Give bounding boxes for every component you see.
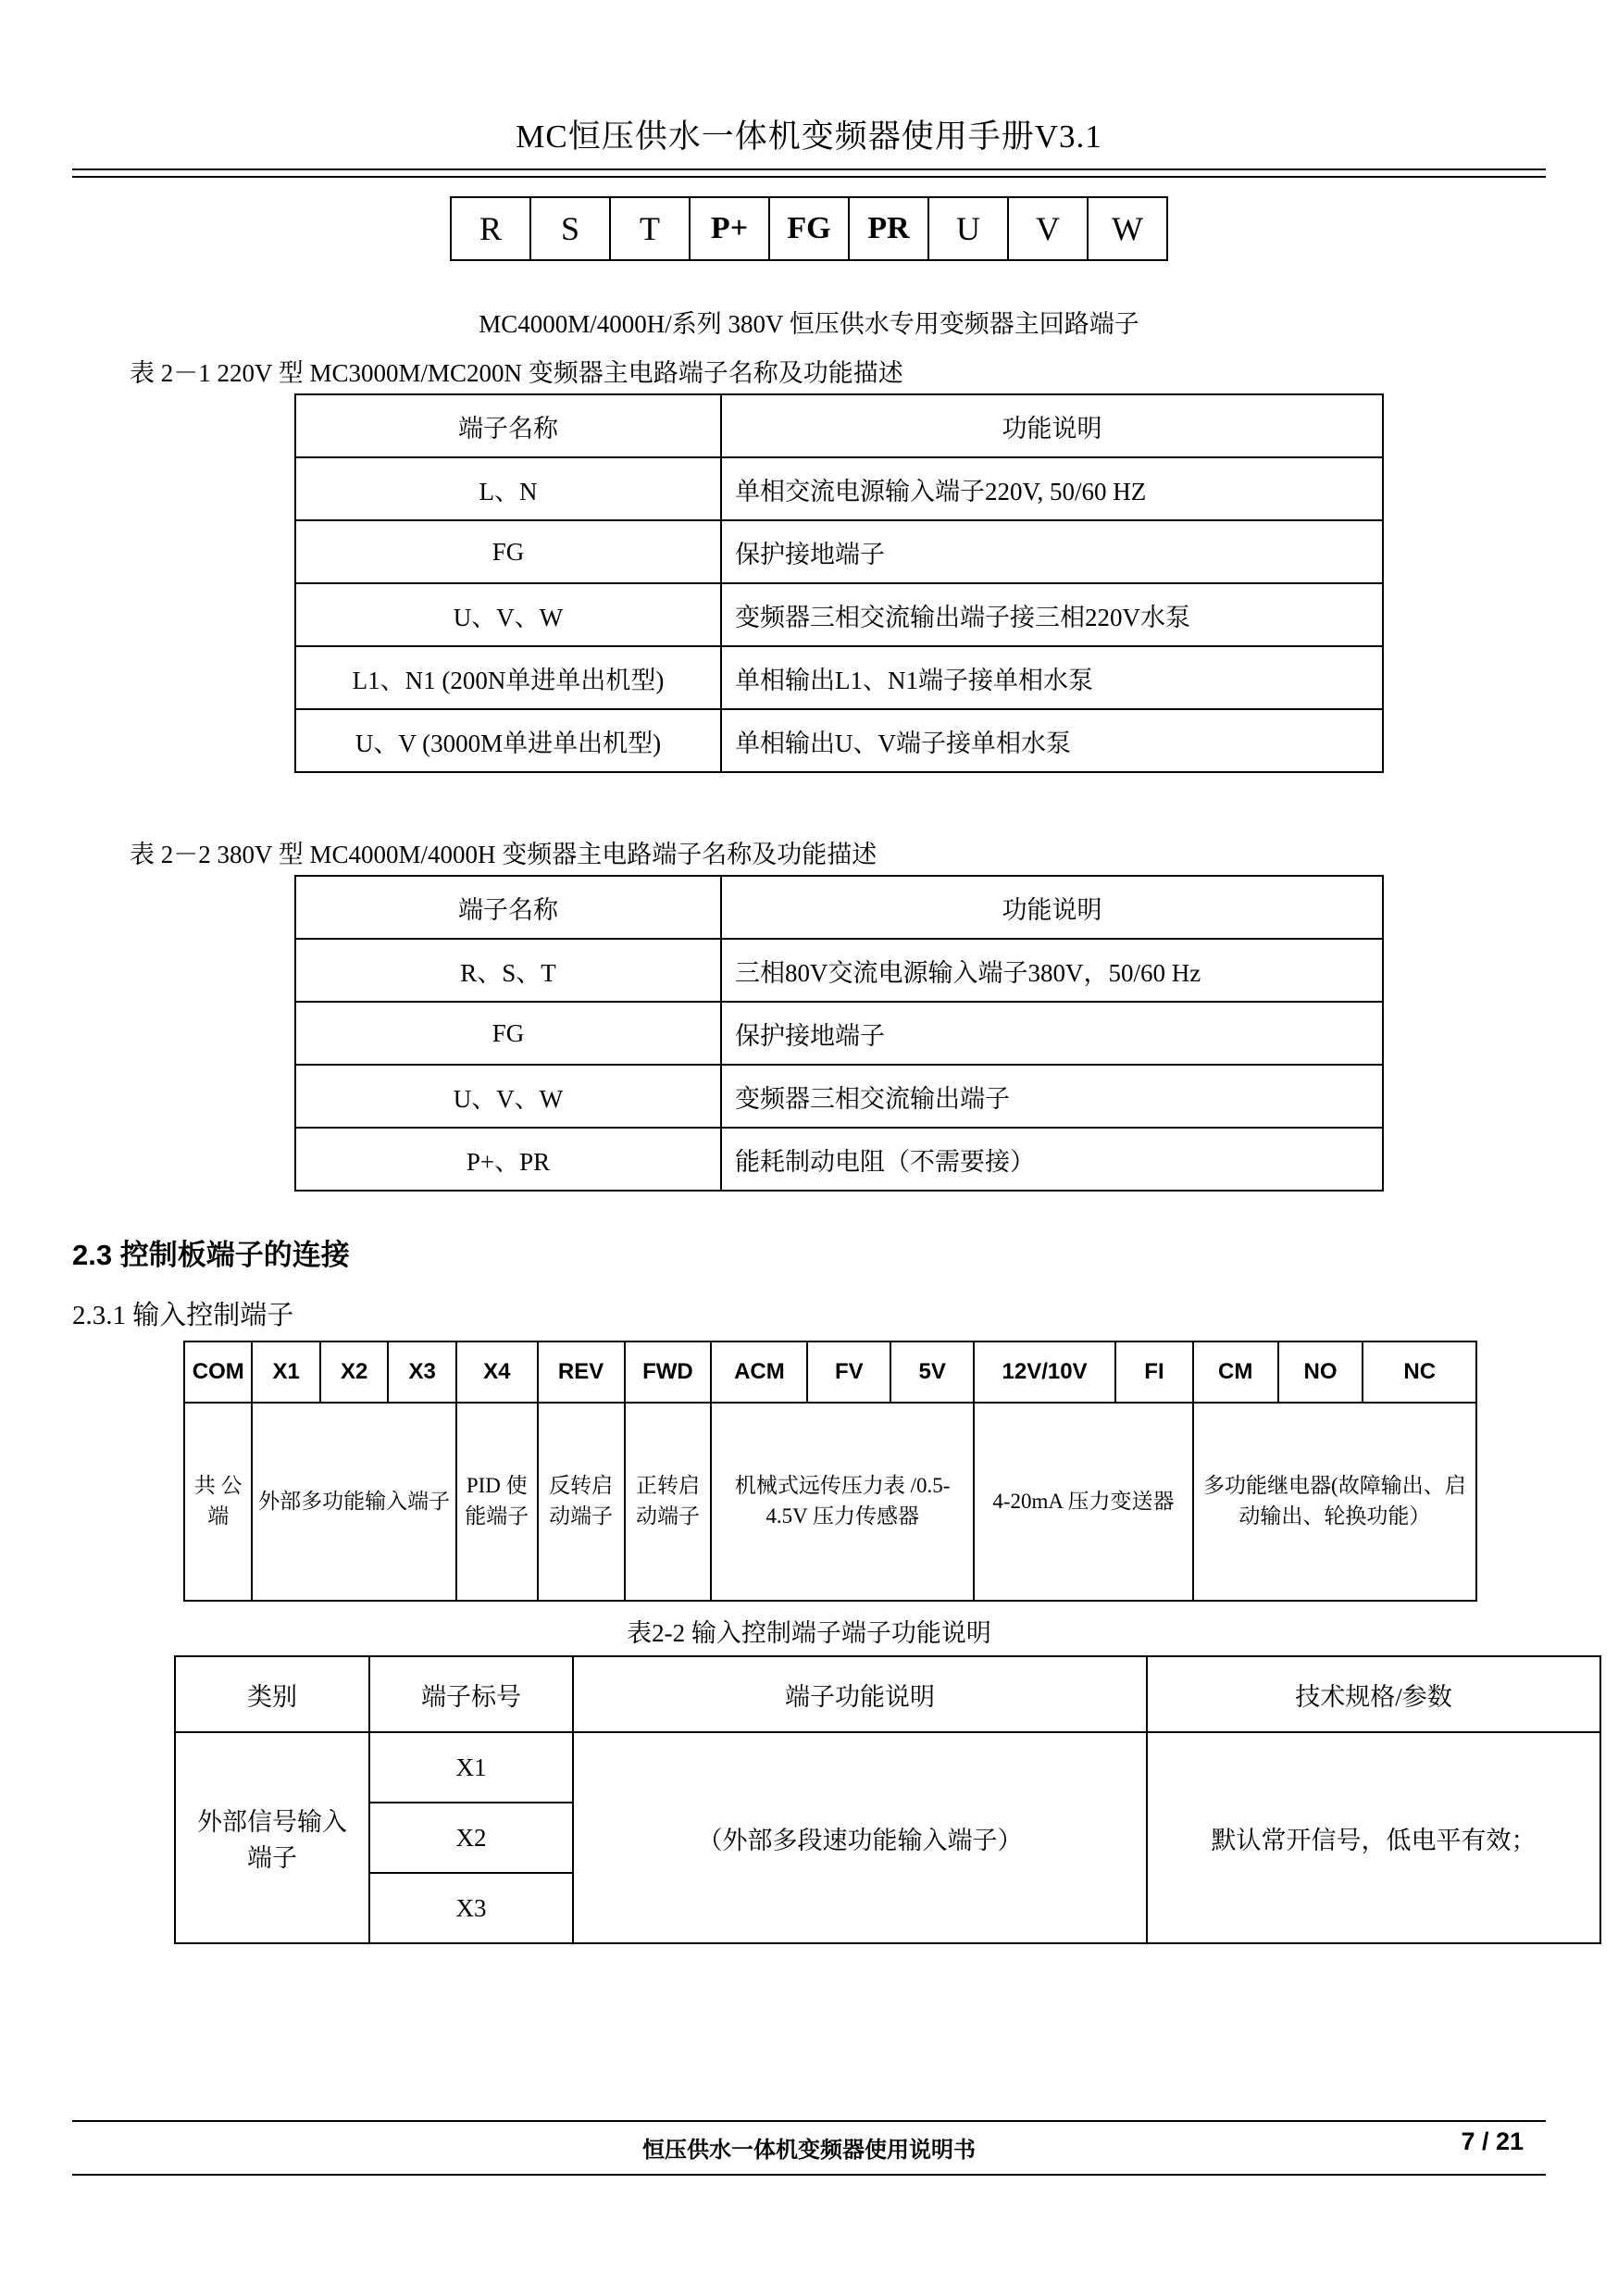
terminal-header-x2: X2 xyxy=(320,1341,388,1403)
strip-cell-v: V xyxy=(1008,197,1088,260)
terminal-header-acm: ACM xyxy=(711,1341,807,1403)
table-2-2-caption: 表 2－2 380V 型 MC4000M/4000H 变频器主电路端子名称及功能描述 xyxy=(130,841,877,868)
col-header-spec: 技术规格/参数 xyxy=(1147,1656,1600,1732)
table-row xyxy=(295,939,1383,1002)
cell-terminal-name: U、V、W xyxy=(295,1065,721,1128)
col-header-function: 功能说明 xyxy=(721,876,1383,939)
terminal-desc-cm-nc: 多功能继电器(故障输出、启动输出、轮换功能） xyxy=(1193,1403,1476,1601)
cell-terminal-name: L、N xyxy=(295,457,721,520)
cell-terminal-mark: X3 xyxy=(369,1873,573,1943)
table-row xyxy=(295,646,1383,709)
terminal-strip-caption: MC4000M/4000H/系列 380V 恒压供水专用变频器主回路端子 xyxy=(479,310,1139,338)
function-description-table xyxy=(174,1655,1601,1944)
table-row xyxy=(295,394,1383,457)
col-header-terminal-function: 端子功能说明 xyxy=(573,1656,1147,1732)
strip-cell-r: R xyxy=(451,197,530,260)
strip-cell-t: T xyxy=(610,197,690,260)
terminal-desc-fwd: 正转启动端子 xyxy=(625,1403,712,1601)
input-terminals-caption: 表2-2 输入控制端子端子功能说明 xyxy=(627,1619,991,1647)
cell-function: 保护接地端子 xyxy=(721,1002,1383,1065)
table-row xyxy=(295,1128,1383,1191)
terminal-header-cm: CM xyxy=(1193,1341,1278,1403)
strip-cell-w: W xyxy=(1088,197,1167,260)
cell-function: 能耗制动电阻（不需要接） xyxy=(721,1128,1383,1191)
table-row xyxy=(295,1065,1383,1128)
terminal-header-fi: FI xyxy=(1115,1341,1193,1403)
section-heading-2-3-1: 2.3.1 输入控制端子 xyxy=(72,1301,294,1330)
cell-terminal-function: （外部多段速功能输入端子） xyxy=(573,1732,1147,1943)
terminal-desc-x4: PID 使能端子 xyxy=(456,1403,538,1601)
terminal-strip xyxy=(72,196,1546,261)
terminal-header-no: NO xyxy=(1278,1341,1363,1403)
table-row xyxy=(295,583,1383,646)
col-header-terminal-name: 端子名称 xyxy=(295,876,721,939)
cell-terminal-name: FG xyxy=(295,1002,721,1065)
col-header-terminal-name: 端子名称 xyxy=(295,394,721,457)
cell-function: 单相交流电源输入端子220V, 50/60 HZ xyxy=(721,457,1383,520)
table-row xyxy=(295,876,1383,939)
cell-terminal-name: R、S、T xyxy=(295,939,721,1002)
cell-function: 三相80V交流电源输入端子380V，50/60 Hz xyxy=(721,939,1383,1002)
page-title: MC恒压供水一体机变频器使用手册V3.1 xyxy=(516,119,1102,155)
cell-terminal-name: FG xyxy=(295,520,721,583)
table-row xyxy=(175,1732,1600,1803)
cell-terminal-name: L1、N1 (200N单进单出机型) xyxy=(295,646,721,709)
cell-terminal-name: P+、PR xyxy=(295,1128,721,1191)
terminal-desc-acm-5v: 机械式远传压力表 /0.5-4.5V 压力传感器 xyxy=(711,1403,974,1601)
table-2-1 xyxy=(294,393,1384,773)
terminal-header-x1: X1 xyxy=(252,1341,319,1403)
cell-function: 保护接地端子 xyxy=(721,520,1383,583)
terminal-desc-com: 共 公 端 xyxy=(184,1403,252,1601)
terminal-header-com: COM xyxy=(184,1341,252,1403)
cell-terminal-mark: X2 xyxy=(369,1803,573,1873)
table-row xyxy=(295,520,1383,583)
footer-page-number: 7 / 21 xyxy=(1461,2128,1524,2155)
footer-divider-top xyxy=(72,2120,1546,2122)
col-header-category: 类别 xyxy=(175,1656,369,1732)
cell-terminal-mark: X1 xyxy=(369,1732,573,1803)
table-row xyxy=(295,1002,1383,1065)
strip-cell-pplus: P+ xyxy=(690,197,769,260)
table-row xyxy=(184,1403,1476,1601)
cell-terminal-name: U、V (3000M单进单出机型) xyxy=(295,709,721,772)
cell-function: 单相输出L1、N1端子接单相水泵 xyxy=(721,646,1383,709)
terminal-header-fwd: FWD xyxy=(625,1341,712,1403)
input-terminals-table xyxy=(183,1341,1477,1602)
cell-spec: 默认常开信号，低电平有效； xyxy=(1147,1732,1600,1943)
footer-divider-bottom xyxy=(72,2174,1546,2176)
cell-function: 单相输出U、V端子接单相水泵 xyxy=(721,709,1383,772)
header-divider xyxy=(72,168,1546,178)
table-2-2 xyxy=(294,875,1384,1192)
col-header-terminal-mark: 端子标号 xyxy=(369,1656,573,1732)
terminal-header-12v-10v: 12V/10V xyxy=(974,1341,1115,1403)
terminal-header-nc: NC xyxy=(1363,1341,1476,1403)
table-row xyxy=(175,1656,1600,1732)
table-row xyxy=(295,709,1383,772)
table-row xyxy=(184,1341,1476,1403)
cell-terminal-name: U、V、W xyxy=(295,583,721,646)
strip-cell-s: S xyxy=(530,197,610,260)
cell-category: 外部信号输入端子 xyxy=(175,1732,369,1943)
strip-cell-pr: PR xyxy=(849,197,928,260)
terminal-desc-x1-x3: 外部多功能输入端子 xyxy=(252,1403,455,1601)
terminal-header-fv: FV xyxy=(807,1341,890,1403)
terminal-desc-12v-fi: 4-20mA 压力变送器 xyxy=(974,1403,1193,1601)
cell-function: 变频器三相交流输出端子接三相220V水泵 xyxy=(721,583,1383,646)
strip-cell-fg: FG xyxy=(769,197,849,260)
terminal-desc-rev: 反转启动端子 xyxy=(538,1403,625,1601)
terminal-header-rev: REV xyxy=(538,1341,625,1403)
footer-text: 恒压供水一体机变频器使用说明书 xyxy=(642,2139,976,2163)
table-row xyxy=(295,457,1383,520)
terminal-header-x3: X3 xyxy=(388,1341,455,1403)
strip-cell-u: U xyxy=(928,197,1008,260)
terminal-header-x4: X4 xyxy=(456,1341,538,1403)
table-2-1-caption: 表 2－1 220V 型 MC3000M/MC200N 变频器主电路端子名称及功能描述 xyxy=(130,359,903,387)
cell-function: 变频器三相交流输出端子 xyxy=(721,1065,1383,1128)
terminal-header-5v: 5V xyxy=(890,1341,974,1403)
section-heading-2-3: 2.3 控制板端子的连接 xyxy=(72,1239,350,1271)
col-header-function: 功能说明 xyxy=(721,394,1383,457)
page-content xyxy=(72,0,1546,2296)
